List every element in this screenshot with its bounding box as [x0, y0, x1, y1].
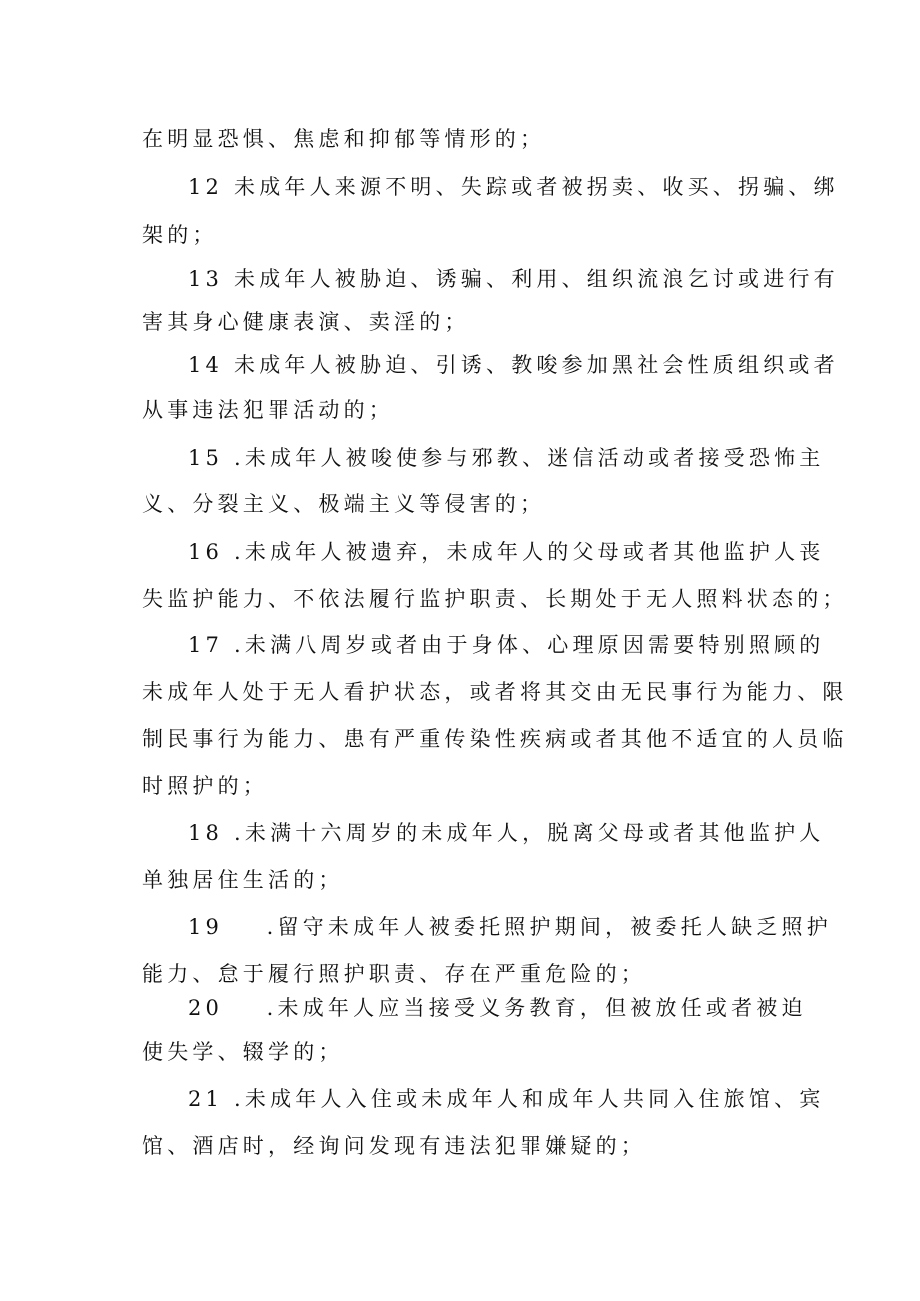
- item-17-line-4: 时照护的；: [142, 774, 268, 798]
- item-16-line-1: 16 .未成年人被遗弃，未成年人的父母或者其他监护人丧: [188, 540, 825, 564]
- item-19-line-2: 能力、怠于履行照护职责、存在严重危险的；: [142, 962, 646, 986]
- item-12-line-1: 12 未成年人来源不明、失踪或者被拐卖、收买、拐骗、绑: [188, 175, 839, 199]
- item-15-line-2: 义、分裂主义、极端主义等侵害的；: [142, 492, 546, 516]
- item-13-line-2: 害其身心健康表演、卖淫的；: [142, 310, 470, 334]
- item-14-line-1: 14 未成年人被胁迫、引诱、教唆参加黑社会性质组织或者: [188, 353, 839, 377]
- item-19-line-1: 19 .留守未成年人被委托照护期间，被委托人缺乏照护: [188, 915, 832, 939]
- item-20-line-2: 使失学、辍学的；: [142, 1040, 344, 1064]
- item-15-line-1: 15 .未成年人被唆使参与邪教、迷信活动或者接受恐怖主: [188, 446, 825, 470]
- item-13-line-1: 13 未成年人被胁迫、诱骗、利用、组织流浪乞讨或进行有: [188, 267, 839, 291]
- text-line: 在明显恐惧、焦虑和抑郁等情形的；: [142, 127, 546, 151]
- item-12-line-2: 架的；: [142, 223, 218, 247]
- item-17-line-3: 制民事行为能力、患有严重传染性疾病或者其他不适宜的人员临: [142, 727, 848, 751]
- item-16-line-2: 失监护能力、不依法履行监护职责、长期处于无人照料状态的；: [142, 587, 848, 611]
- item-21-line-2: 馆、酒店时，经询问发现有违法犯罪嫌疑的；: [142, 1134, 646, 1158]
- item-17-line-2: 未成年人处于无人看护状态，或者将其交由无民事行为能力、限: [142, 680, 848, 704]
- item-18-line-1: 18 .未满十六周岁的未成年人，脱离父母或者其他监护人: [188, 821, 825, 845]
- item-14-line-2: 从事违法犯罪活动的；: [142, 398, 394, 422]
- item-21-line-1: 21 .未成年人入住或未成年人和成年人共同入住旅馆、宾: [188, 1087, 825, 1111]
- item-17-line-1: 17 .未满八周岁或者由于身体、心理原因需要特别照顾的: [188, 633, 825, 657]
- item-20-line-1: 20 .未成年人应当接受义务教育，但被放任或者被迫: [188, 996, 807, 1020]
- item-18-line-2: 单独居住生活的；: [142, 868, 344, 892]
